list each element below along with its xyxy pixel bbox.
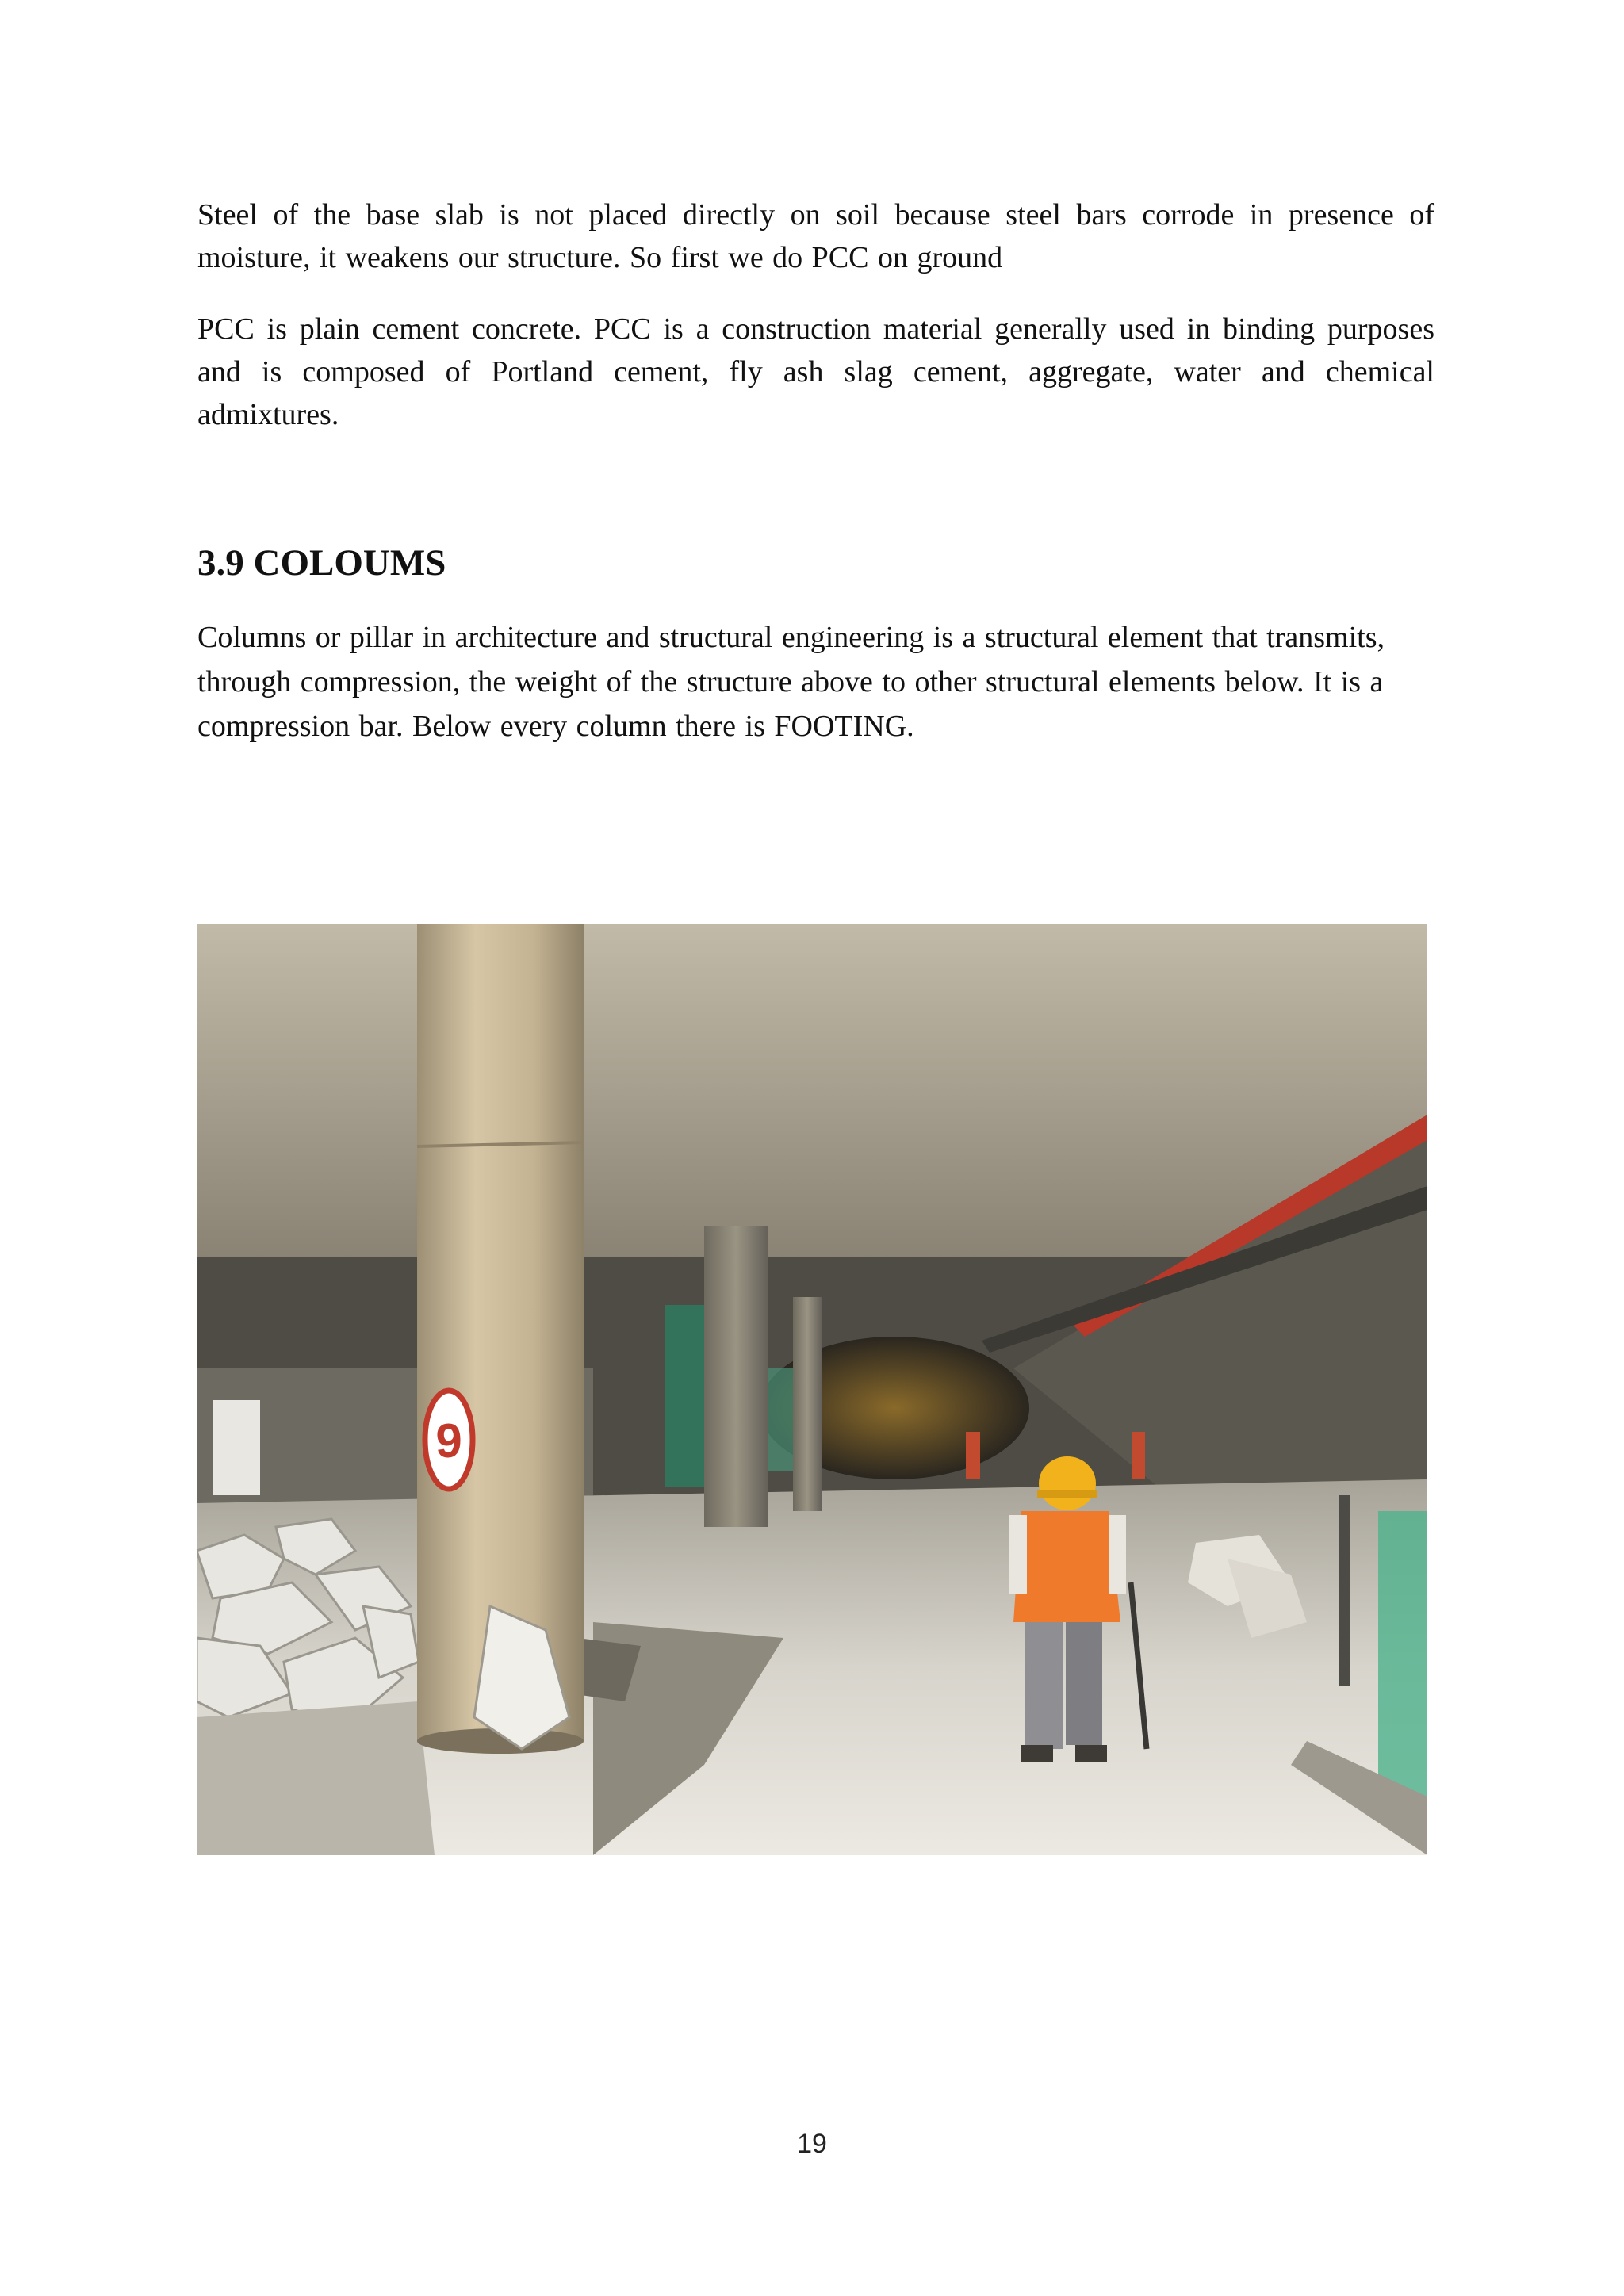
- hard-hat: [1039, 1456, 1096, 1510]
- paragraph-pcc: PCC is plain cement concrete. PCC is a construction material generally used in binding purposes and is composed of Portland cement, fly ash slag cement, aggregate, water and chemical admixtures.: [197, 312, 1434, 431]
- safety-vest: [1013, 1511, 1120, 1622]
- construction-site-photo: [197, 924, 1427, 1855]
- paragraph-columns: Columns or pillar in architecture and structural engineering is a structural element that transmits, through compression, the weight of the structure above to other structural elements below. It is a compression bar. Below every column there is FOOTING.: [197, 621, 1385, 743]
- paragraph-base-slab: Steel of the base slab is not placed directly on soil because steel bars corrode in presence of moisture, it weakens our structure. So first we do PCC on ground: [197, 198, 1434, 274]
- column-sign-number: 9: [435, 1414, 462, 1468]
- far-column: [704, 1226, 768, 1527]
- page-number: 19: [797, 2129, 827, 2159]
- section-heading: 3.9 COLOUMS: [197, 542, 446, 584]
- green-trolley: [1378, 1511, 1427, 1812]
